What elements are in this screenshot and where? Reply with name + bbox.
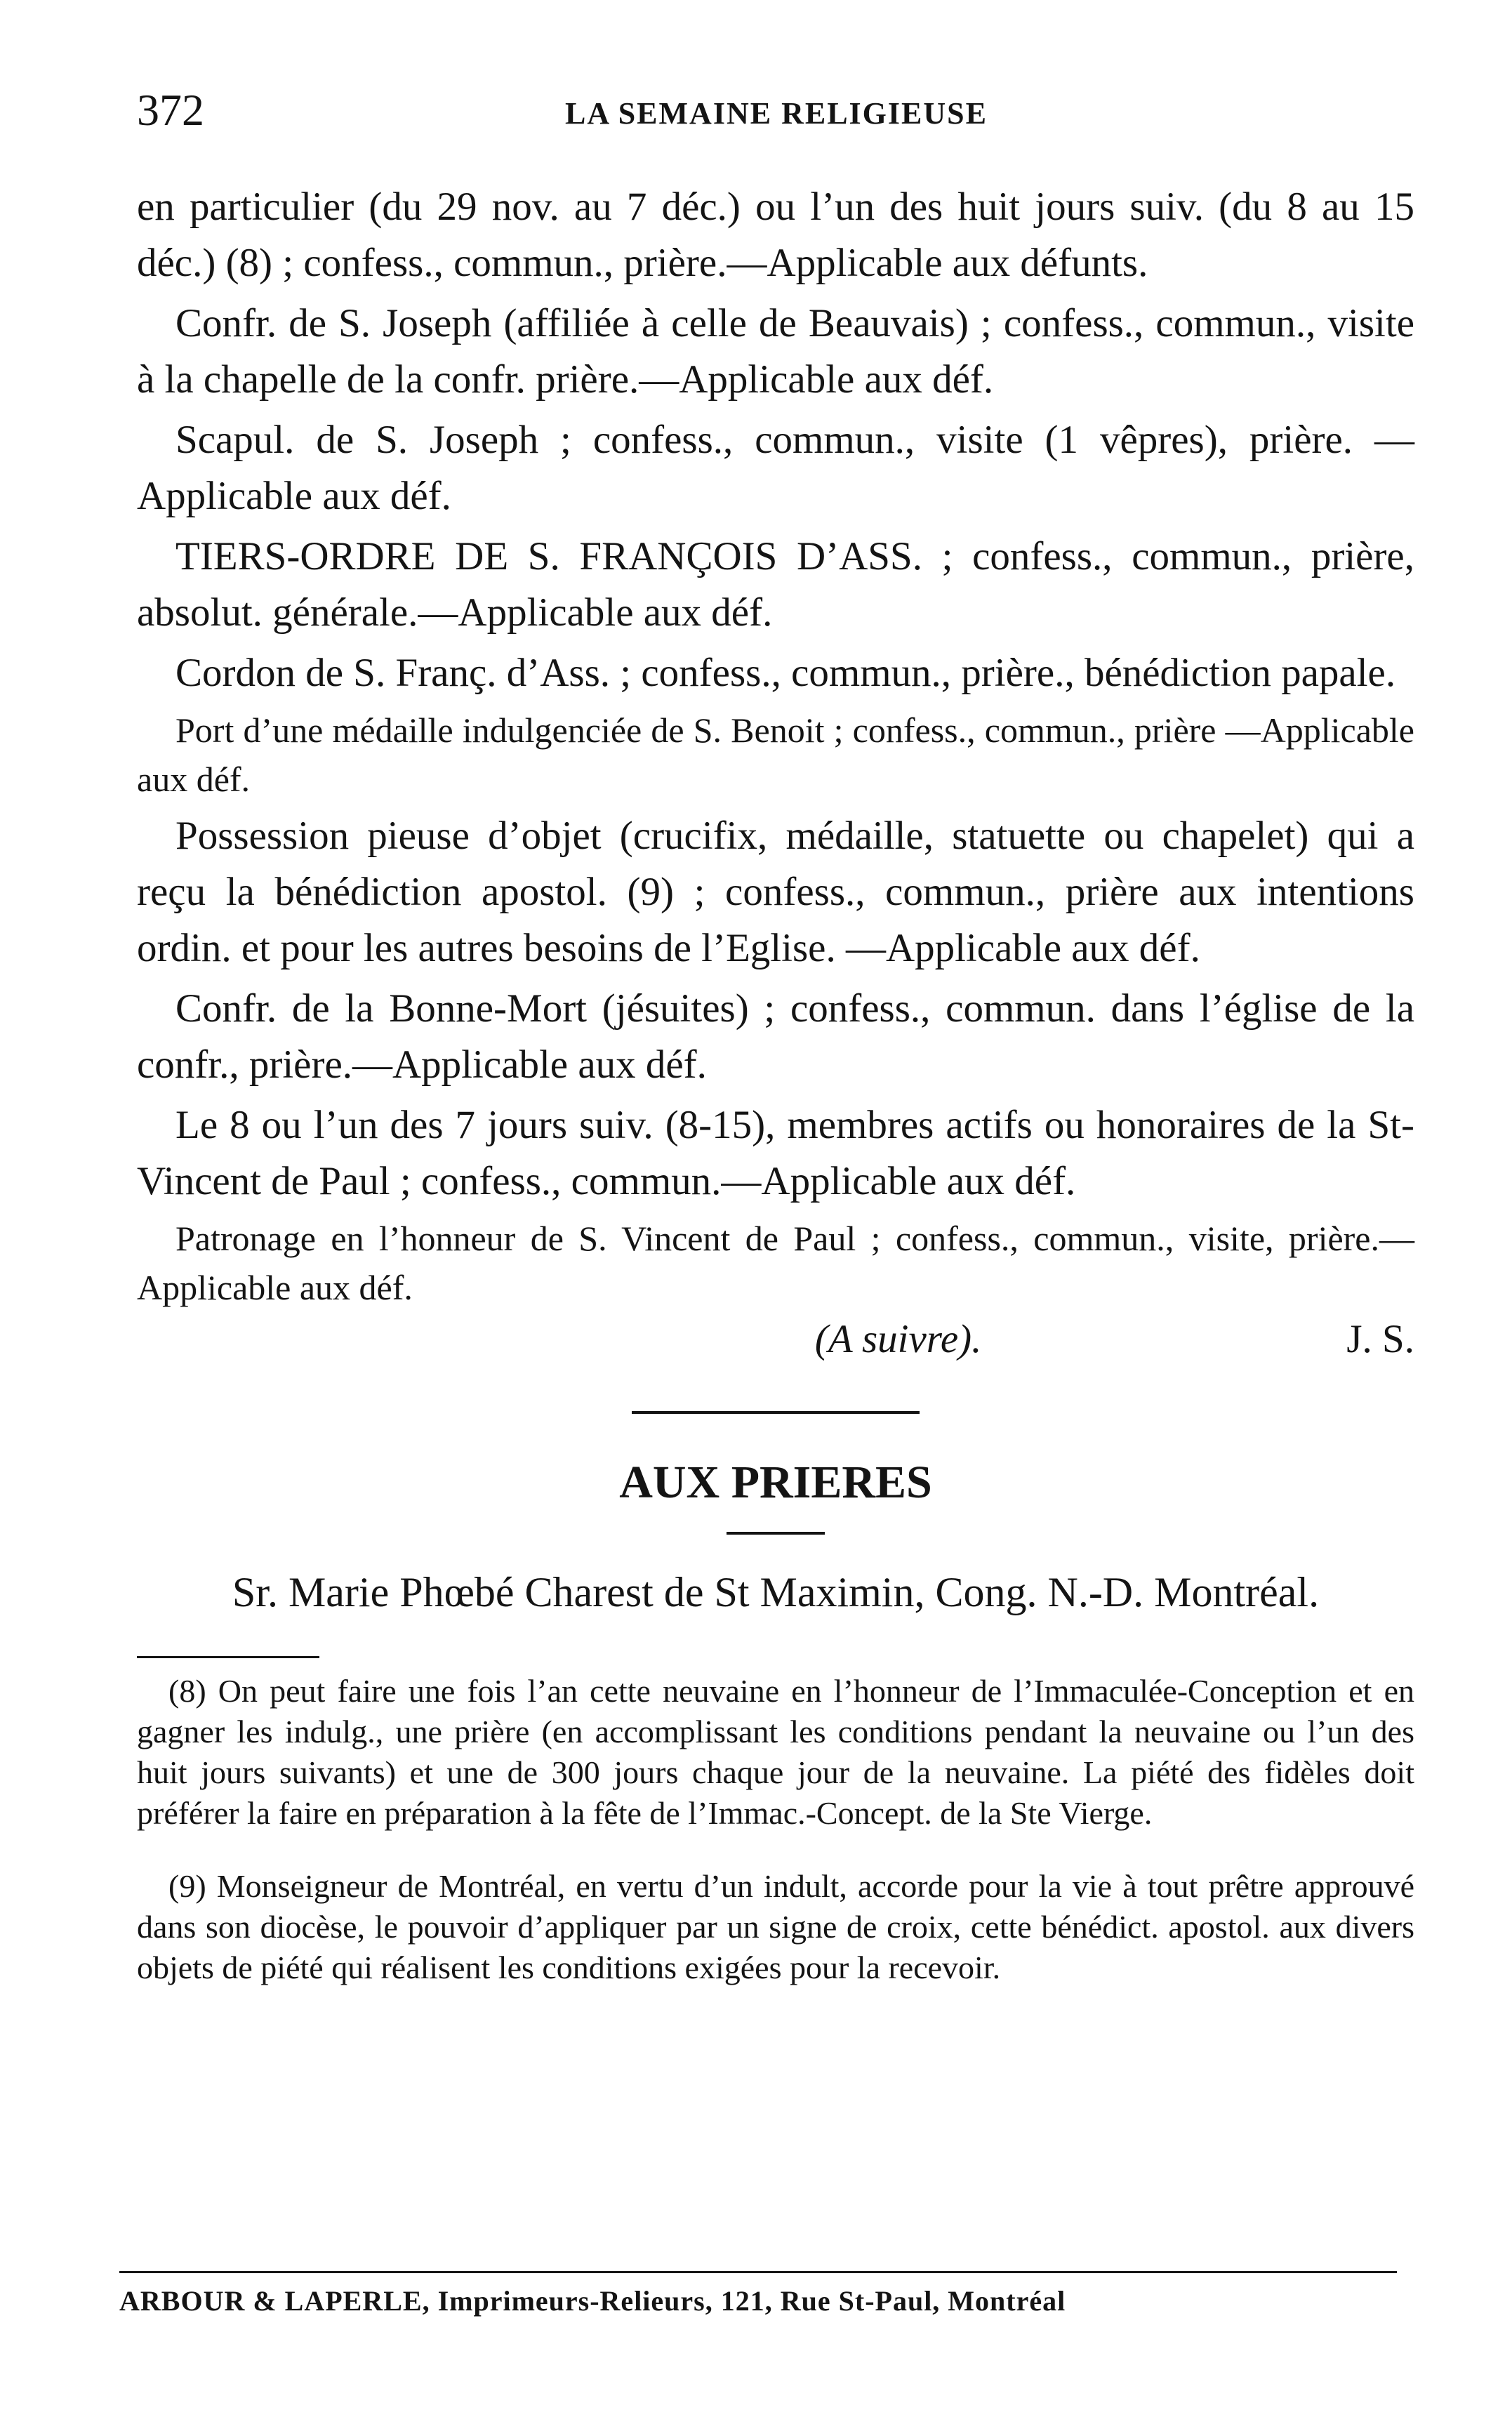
page-number: 372 bbox=[137, 85, 204, 135]
entry-good-death-confr: Confr. de la Bonne-Mort (jésuites) ; confess., commun. dans l’église de la confr., prière.—Applicable aux déf. bbox=[137, 986, 1414, 1087]
section-divider bbox=[632, 1411, 920, 1414]
printer-footer bbox=[119, 2271, 1397, 2317]
entry-confr-st-joseph: Confr. de S. Joseph (affiliée à celle de Beauvais) ; confess., commun., visite à la chapelle de la confr. prière.—Applicable aux déf. bbox=[137, 301, 1414, 402]
entry-scapular-st-joseph: Scapul. de S. Joseph ; confess., commun., visite (1 vêpres), prière. —Applicable aux déf. bbox=[137, 418, 1414, 518]
entry-st-vincent-de-paul: Le 8 ou l’un des 7 jours suiv. (8-15), membres actifs ou honoraires de la St-Vincent de Paul ; confess., commun.—Applicable aux déf. bbox=[137, 1103, 1414, 1203]
page-body bbox=[137, 179, 1414, 2020]
printer-imprint: ARBOUR & LAPERLE, Imprimeurs-Relieurs, 121, Rue St-Paul, Montréal bbox=[119, 2285, 1066, 2317]
entry-st-vincent-patronage: Patronage en l’honneur de S. Vincent de Paul ; confess., commun., visite, prière.—Applicable aux déf. bbox=[137, 1219, 1414, 1307]
section-title: AUX PRIERES bbox=[619, 1457, 932, 1508]
entry-third-order-st-francis: TIERS-ORDRE DE S. FRANÇOIS D’ASS. ; confess., commun., prière, absolut. générale.—Applicable aux déf. bbox=[137, 534, 1414, 635]
footer-rule bbox=[119, 2271, 1397, 2273]
entry-immaculate-conception: en particulier (du 29 nov. au 7 déc.) ou l’un des huit jours suiv. (du 8 au 15 déc.) (8) ; confess., commun., prière.—Applicable aux défunts. bbox=[137, 185, 1414, 285]
title-underline bbox=[727, 1532, 825, 1535]
entry-blessed-object: Possession pieuse d’objet (crucifix, médaille, statuette ou chapelet) qui a reçu la bénédiction apostol. (9) ; confess., commun., prière aux intentions ordin. et pour les autres besoins de l’Eglise. —Applicable aux déf. bbox=[137, 814, 1414, 970]
running-head: LA SEMAINE RELIGIEUSE bbox=[565, 96, 988, 131]
entry-st-benedict-medal: Port d’une médaille indulgenciée de S. Benoit ; confess., commun., prière —Applicable aux déf. bbox=[137, 710, 1414, 799]
author-initials: J. S. bbox=[1346, 1317, 1414, 1361]
page-header bbox=[137, 84, 1414, 147]
footnote-9: (9) Monseigneur de Montréal, en vertu d’un indult, accorde pour la vie à tout prêtre approuvé dans son diocèse, le pouvoir d’appliquer par un signe de croix, cette bénédict. apostol. aux divers objets de piété qui réalisent les conditions exigées pour la recevoir. bbox=[137, 1868, 1414, 1985]
footnote-8: (8) On peut faire une fois l’an cette neuvaine en l’honneur de l’Immaculée-Conception et en gagner les indulg., une prière (en accomplissant les conditions pendant la neuvaine ou l’un des huit jours suivants) et une de 300 jours chaque jour de la neuvaine. La piété des fidèles doit préférer la faire en préparation à la fête de l’Immac.-Concept. de la Ste Vierge. bbox=[137, 1673, 1414, 1831]
entry-cord-st-francis: Cordon de S. Franç. d’Ass. ; confess., commun., prière., bénédiction papale. bbox=[175, 651, 1396, 695]
obituary-line: Sr. Marie Phœbé Charest de St Maximin, Cong. N.-D. Montréal. bbox=[232, 1569, 1320, 1615]
to-be-continued: (A suivre). bbox=[814, 1317, 982, 1361]
signoff bbox=[137, 1316, 1414, 1362]
footnote-divider bbox=[137, 1656, 319, 1658]
